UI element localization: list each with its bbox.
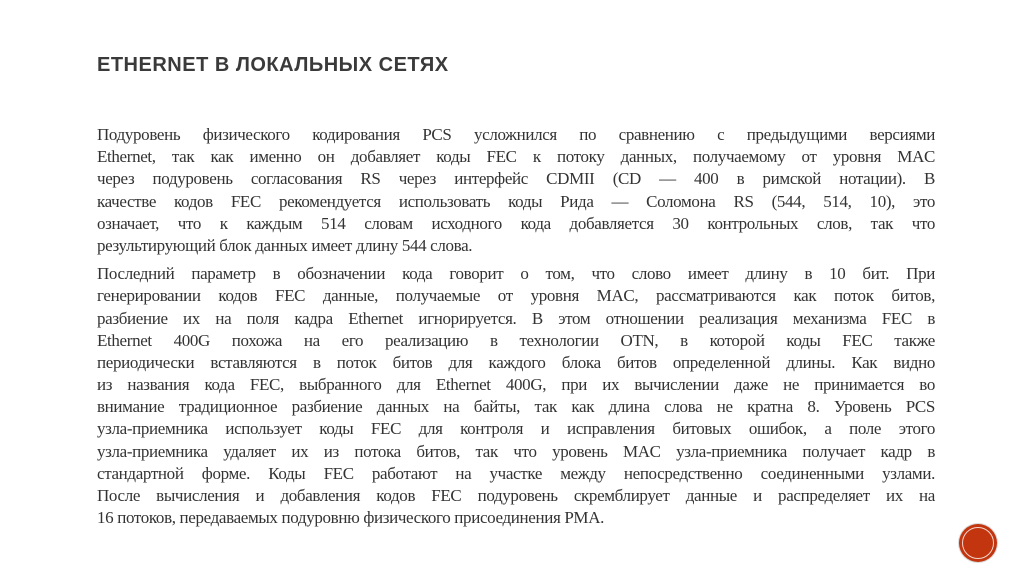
- text-line: 16 потоков, передаваемых подуровню физического присоединения PMA.: [97, 508, 605, 528]
- slide-title: ETHERNET В ЛОКАЛЬНЫХ СЕТЯХ: [97, 54, 449, 76]
- text-line: из названия кода FEC, выбранного для Ethernet 400G, при их вычислении даже не принимается во: [97, 375, 935, 395]
- text-line: Ethernet 400G похожа на его реализацию в технологии OTN, в которой коды FEC также: [97, 330, 935, 350]
- text-line: генерировании кодов FEC данные, получаемые от уровня MAC, рассматриваются как поток битов,: [97, 286, 935, 306]
- text-line: узла-приемника использует коды FEC для контроля и исправления битовых ошибок, а поле этого: [97, 419, 935, 439]
- text-line: через подуровень согласования RS через интерфейс CDMII (CD — 400 в римской нотации). В: [97, 169, 935, 189]
- slide-body: [97, 124, 935, 535]
- text-line: означает, что к каждым 514 словам исходного кода добавляется 30 контрольных слов, так что: [97, 213, 935, 233]
- slide-decoration-circle-icon: [959, 524, 997, 562]
- text-line: разбиение их на поля кадра Ethernet игнорируется. В этом отношении реализация механизма FEC в: [97, 308, 935, 328]
- text-line: периодически вставляются в поток битов для каждого блока битов определенной длины. Как видно: [97, 352, 935, 372]
- text-line: внимание традиционное разбиение данных на байты, так как длина слова не кратна 8. Уровень PCS: [97, 397, 935, 417]
- text-line: Последний параметр в обозначении кода говорит о том, что слово имеет длину в 10 бит. При: [97, 264, 935, 284]
- text-line: результирующий блок данных имеет длину 544 слова.: [97, 235, 473, 255]
- text-line: узла-приемника удаляет их из потока битов, так что уровень MAC узла-приемника получает кадр в: [97, 441, 935, 461]
- text-line: стандартной форме. Коды FEC работают на участке между непосредственно соединенными узлами.: [97, 463, 935, 483]
- paragraph-2: [97, 263, 935, 529]
- text-line: качестве кодов FEC рекомендуется использовать коды Рида — Соломона RS (544, 514, 10), это: [97, 191, 935, 211]
- text-line: Ethernet, так как именно он добавляет коды FEC к потоку данных, получаемому от уровня MAC: [97, 147, 935, 167]
- paragraph-1: [97, 124, 935, 257]
- text-line: После вычисления и добавления кодов FEC подуровень скремблирует данные и распределяет их на: [97, 486, 935, 505]
- text-line: Подуровень физического кодирования PCS усложнился по сравнению с предыдущими версиями: [97, 125, 935, 144]
